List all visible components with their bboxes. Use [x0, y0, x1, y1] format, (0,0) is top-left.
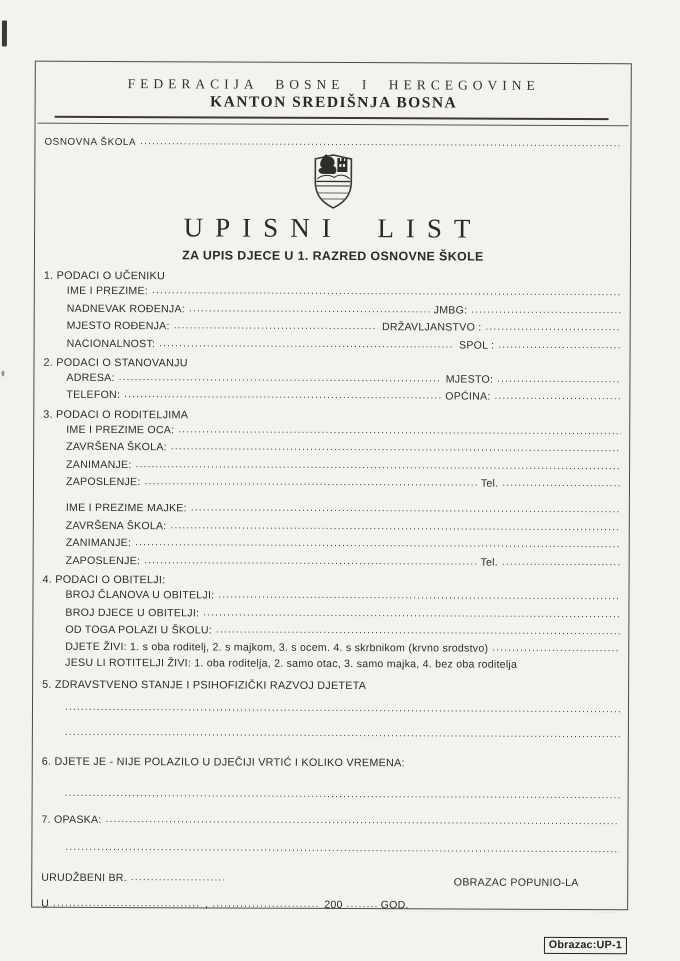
dotted-blank — [131, 868, 227, 886]
form-filled-by-block — [413, 877, 619, 915]
form-row — [41, 811, 619, 831]
field-label: NACIONALNOST: — [66, 337, 156, 350]
field-label: U — [41, 897, 50, 910]
field-label: DJETE ŽIVI: 1. s oba roditelj, 2. s majkom, 3. s ocem. 4. s skrbnikom (krvno srodstvo) — [65, 641, 489, 655]
section-heading: 5. ZDRAVSTVENO STANJE I PSIHOFIZIČKI RAZVOJ DJETETA — [42, 678, 367, 693]
field-label: OD TOGA POLAZI U ŠKOLU: — [65, 623, 213, 637]
section-heading: 4. PODACI O OBITELJI: — [42, 573, 166, 587]
section-heading: 6. DJETE JE - NIJE POLAZILO U DJEČIJI VRTIĆ I KOLIKO VREMENA: — [41, 755, 405, 770]
dotted-blank — [347, 895, 377, 913]
field-label: ZANIMANJE: — [66, 458, 132, 471]
scan-artifact — [1, 371, 4, 377]
form-row — [65, 839, 619, 857]
dotted-blank — [212, 894, 320, 912]
dotted-blank — [135, 533, 621, 553]
dotted-blank — [502, 474, 621, 492]
header-rule-top — [55, 116, 609, 120]
dotted-blank — [178, 420, 621, 439]
form-row — [65, 700, 620, 718]
dotted-blank — [105, 810, 619, 830]
section-heading: 3. PODACI O RODITELJIMA — [43, 408, 189, 422]
section-opaska — [41, 811, 619, 858]
form-row — [65, 621, 620, 641]
field-label: TELEFON: — [66, 389, 121, 402]
section-podaci-o-stanovanju — [43, 357, 621, 406]
dotted-blank — [159, 334, 455, 353]
field-label: ZANIMANJE: — [65, 537, 132, 550]
dotted-blank — [144, 551, 476, 570]
dotted-blank — [65, 724, 620, 742]
emblem-wrap — [44, 151, 622, 212]
dotted-blank — [502, 552, 621, 570]
form-row — [41, 895, 413, 914]
form-row — [65, 786, 620, 804]
form-row — [65, 725, 620, 743]
scan-artifact — [2, 21, 7, 47]
field-label: GOD. — [380, 899, 409, 912]
form-border-box — [31, 61, 632, 911]
dotted-blank — [485, 318, 621, 336]
dotted-blank — [171, 438, 621, 457]
dotted-blank — [152, 282, 622, 301]
dotted-blank — [53, 894, 201, 912]
section-zdravstveno-stanje — [42, 679, 620, 744]
header-rule-bottom — [38, 123, 629, 127]
form-row — [67, 334, 622, 354]
federation-header: FEDERACIJA BOSNE I HERCEGOVINE — [127, 76, 540, 93]
field-label: Tel. — [480, 556, 499, 569]
field-label: ZAVRŠENA ŠKOLA: — [66, 441, 167, 454]
dotted-blank — [497, 370, 621, 388]
registry-number-block — [41, 868, 413, 913]
section-podaci-o-roditeljima — [43, 409, 622, 572]
field-label: SPOL : — [459, 339, 495, 352]
field-label: 200 — [324, 898, 343, 911]
field-label: ADRESA: — [66, 371, 115, 385]
dotted-blank — [119, 368, 442, 387]
field-label: DRŽAVLJANSTVO : — [381, 321, 482, 334]
footer-block — [41, 868, 619, 914]
dotted-blank — [191, 499, 621, 518]
school-dotted-blank — [140, 132, 622, 152]
dotted-blank — [216, 620, 620, 639]
dotted-blank — [189, 299, 430, 317]
field-label: ZAPOSLENJE: — [65, 554, 141, 567]
school-label: OSNOVNA ŠKOLA — [44, 136, 137, 149]
form-code-stamp: Obrazac:UP-1 — [544, 937, 627, 954]
field-label: MJESTO ROĐENJA: — [66, 320, 170, 333]
dotted-blank — [203, 603, 620, 622]
dotted-blank — [471, 300, 621, 318]
section-podaci-o-obitelji — [42, 574, 620, 674]
field-label: BROJ ČLANOVA U OBITELJI: — [65, 588, 215, 602]
school-name-row — [44, 133, 622, 153]
coat-of-arms-icon — [310, 152, 356, 210]
field-label: OPĆINA: — [445, 390, 491, 404]
dotted-blank — [136, 455, 622, 475]
dotted-blank — [492, 639, 620, 657]
field-label: 7. OPASKA: — [41, 813, 102, 827]
dotted-blank — [65, 838, 619, 856]
field-label: JMBG: — [433, 304, 468, 317]
section-djecji-vrtic — [42, 756, 620, 805]
form-row — [41, 868, 413, 887]
field-label: IME I PREZIME: — [66, 285, 149, 298]
dotted-blank — [124, 385, 441, 404]
form-row — [65, 656, 620, 674]
field-label: BROJ DJECE U OBITELJI: — [65, 606, 200, 619]
field-label: MJESTO: — [445, 373, 494, 386]
section-heading: 1. PODACI O UČENIKU — [43, 270, 166, 283]
dotted-blank — [170, 516, 620, 535]
section-podaci-o-uceniku — [44, 270, 622, 354]
signature-dotted-line — [413, 900, 619, 913]
form-title: UPISNI LIST — [183, 212, 483, 245]
form-subtitle: ZA UPIS DJECE U 1. RAZRED OSNOVNE ŠKOLE — [182, 248, 484, 265]
canton-header: KANTON SREDIŠNJA BOSNA — [210, 93, 458, 112]
field-label: , — [205, 898, 209, 911]
field-label: URUDŽBENI BR. — [41, 871, 127, 884]
form-filled-by-label: OBRAZAC POPUNIO-LA — [453, 876, 579, 890]
section-heading: 2. PODACI O STANOVANJU — [43, 356, 188, 370]
dotted-blank — [174, 316, 378, 334]
dotted-blank — [145, 472, 477, 491]
dotted-blank — [495, 387, 622, 405]
field-label: ZAPOSLENJE: — [65, 475, 141, 489]
dotted-blank — [65, 699, 620, 717]
field-label: NADNEVAK ROĐENJA: — [66, 302, 186, 316]
field-label: IME I PREZIME MAJKE: — [65, 502, 187, 515]
form-row — [66, 386, 621, 406]
field-label: JESU LI ROTITELJI ŽIVI: 1. oba roditelja, 2. samo otac, 3. samo majka, 4. bez oba roditelja — [65, 656, 518, 671]
field-label: IME I PREZIME OCA: — [66, 423, 175, 437]
dotted-blank — [218, 586, 620, 605]
dotted-blank — [498, 335, 621, 353]
field-label: Tel. — [480, 477, 499, 490]
field-label: ZAVRŠENA ŠKOLA: — [65, 519, 167, 533]
dotted-blank — [65, 785, 620, 803]
form-row — [66, 551, 621, 571]
